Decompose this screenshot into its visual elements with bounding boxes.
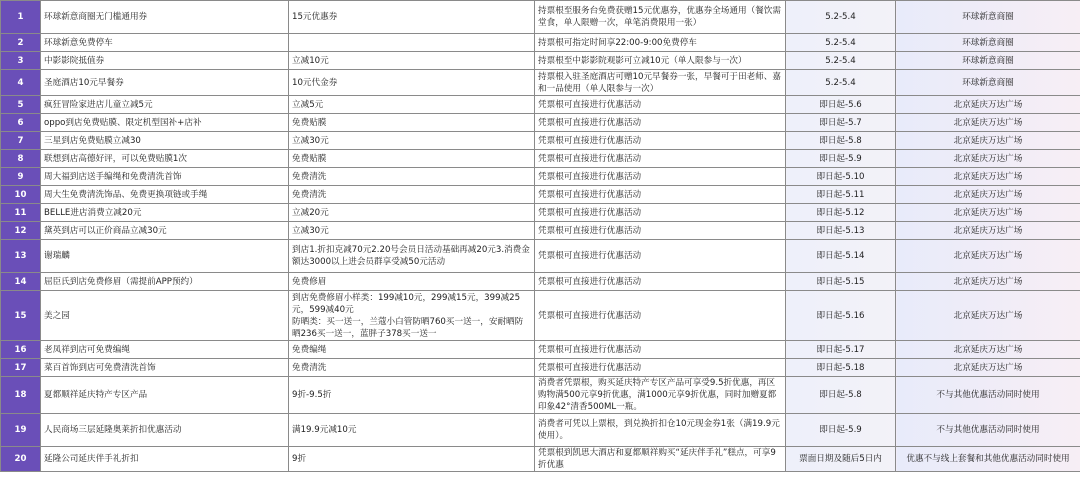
offer-location: 北京延庆万达广场 xyxy=(896,291,1080,341)
offer-location: 北京延庆万达广场 xyxy=(896,186,1080,204)
table-row xyxy=(1,240,1080,273)
offer-location: 北京延庆万达广场 xyxy=(896,114,1080,132)
row-number: 17 xyxy=(1,359,41,377)
offer-benefit: 10元代金券 xyxy=(289,70,535,96)
offer-rule: 凭票根可直接进行优惠活动 xyxy=(535,341,786,359)
offer-rule: 凭票根可直接进行优惠活动 xyxy=(535,114,786,132)
offer-name: 中影影院抵值券 xyxy=(41,52,289,70)
row-number: 19 xyxy=(1,414,41,447)
table-row xyxy=(1,204,1080,222)
row-number: 4 xyxy=(1,70,41,96)
offer-location: 北京延庆万达广场 xyxy=(896,222,1080,240)
offer-rule: 持票根至中影影院观影可立减10元（单人限参与一次） xyxy=(535,52,786,70)
offer-location: 环球新意商圈 xyxy=(896,1,1080,34)
table-row xyxy=(1,186,1080,204)
offer-date: 即日起-5.13 xyxy=(786,222,896,240)
row-number: 3 xyxy=(1,52,41,70)
offer-date: 即日起-5.12 xyxy=(786,204,896,222)
offer-date: 5.2-5.4 xyxy=(786,34,896,52)
row-number: 16 xyxy=(1,341,41,359)
offer-name: oppo到店免费贴膜、限定机型国补+店补 xyxy=(41,114,289,132)
offer-rule: 凭票根可直接进行优惠活动 xyxy=(535,240,786,273)
offer-rule: 凭票根可直接进行优惠活动 xyxy=(535,150,786,168)
offer-benefit: 15元优惠券 xyxy=(289,1,535,34)
offer-rule: 持票根至服务台免费获赠15元优惠券，优惠券全场通用（餐饮需堂食，单人限赠一次，单笔消费限用一张） xyxy=(535,1,786,34)
offer-rule: 凭票根可直接进行优惠活动 xyxy=(535,168,786,186)
offer-benefit: 到店免费修眉小样类：199减10元，299减15元，399减25元，599减40元 防晒类：买一送一，兰蔻小白管防晒760买一送一，安耐晒防晒236买一送一，蓝胖子378买一送一 xyxy=(289,291,535,341)
offer-date: 5.2-5.4 xyxy=(786,70,896,96)
row-number: 18 xyxy=(1,377,41,414)
offer-rule: 凭票根可直接进行优惠活动 xyxy=(535,291,786,341)
offer-name: 屈臣氏到店免费修眉（需提前APP预约） xyxy=(41,273,289,291)
offer-date: 即日起-5.6 xyxy=(786,96,896,114)
offer-benefit: 免费清洗 xyxy=(289,186,535,204)
offer-date: 即日起-5.8 xyxy=(786,377,896,414)
table-row xyxy=(1,132,1080,150)
offer-benefit: 9折-9.5折 xyxy=(289,377,535,414)
offer-benefit: 立减20元 xyxy=(289,204,535,222)
row-number: 7 xyxy=(1,132,41,150)
offer-location: 环球新意商圈 xyxy=(896,70,1080,96)
row-number: 10 xyxy=(1,186,41,204)
table-row xyxy=(1,34,1080,52)
row-number: 15 xyxy=(1,291,41,341)
offer-benefit: 免费编绳 xyxy=(289,341,535,359)
row-number: 1 xyxy=(1,1,41,34)
offer-benefit: 免费清洗 xyxy=(289,359,535,377)
offer-rule: 凭票根可直接进行优惠活动 xyxy=(535,359,786,377)
offer-location: 环球新意商圈 xyxy=(896,52,1080,70)
offer-benefit: 免费贴膜 xyxy=(289,150,535,168)
offer-benefit: 免费贴膜 xyxy=(289,114,535,132)
offer-benefit: 立减30元 xyxy=(289,222,535,240)
table-row xyxy=(1,359,1080,377)
offer-date: 即日起-5.10 xyxy=(786,168,896,186)
offer-date: 票面日期及随后5日内 xyxy=(786,447,896,472)
offer-name: 环球新意商圈无门槛通用券 xyxy=(41,1,289,34)
offer-benefit: 立减30元 xyxy=(289,132,535,150)
table-row xyxy=(1,377,1080,414)
offer-benefit: 9折 xyxy=(289,447,535,472)
offer-date: 即日起-5.15 xyxy=(786,273,896,291)
offer-name: 谢瑞麟 xyxy=(41,240,289,273)
offer-rule: 凭票根可直接进行优惠活动 xyxy=(535,96,786,114)
offer-rule: 消费者可凭以上票根，到兑换折扣仓10元现金券1张（满19.9元使用）。 xyxy=(535,414,786,447)
offer-location: 北京延庆万达广场 xyxy=(896,132,1080,150)
offer-location: 不与其他优惠活动同时使用 xyxy=(896,414,1080,447)
row-number: 6 xyxy=(1,114,41,132)
row-number: 11 xyxy=(1,204,41,222)
table-row xyxy=(1,414,1080,447)
offer-location: 北京延庆万达广场 xyxy=(896,150,1080,168)
offer-date: 即日起-5.11 xyxy=(786,186,896,204)
offer-rule: 凭票根可直接进行优惠活动 xyxy=(535,273,786,291)
table-row xyxy=(1,168,1080,186)
offer-benefit: 免费修眉 xyxy=(289,273,535,291)
offer-date: 即日起-5.9 xyxy=(786,414,896,447)
offer-rule: 凭票根可直接进行优惠活动 xyxy=(535,186,786,204)
offer-location: 优惠不与线上套餐和其他优惠活动同时使用 xyxy=(896,447,1080,472)
offer-location: 北京延庆万达广场 xyxy=(896,273,1080,291)
row-number: 2 xyxy=(1,34,41,52)
offer-rule: 凭票根可直接进行优惠活动 xyxy=(535,222,786,240)
table-row xyxy=(1,291,1080,341)
offer-name: 联想到店高德好评，可以免费贴膜1次 xyxy=(41,150,289,168)
offer-date: 即日起-5.8 xyxy=(786,132,896,150)
offer-name: 菜百首饰到店可免费清洗首饰 xyxy=(41,359,289,377)
offer-date: 即日起-5.14 xyxy=(786,240,896,273)
table-row xyxy=(1,447,1080,472)
row-number: 12 xyxy=(1,222,41,240)
offer-benefit: 免费清洗 xyxy=(289,168,535,186)
offer-rule: 持票根入驻圣庭酒店可赠10元早餐券一张，早餐可于田老师、嘉和一品使用（单人限参与一次） xyxy=(535,70,786,96)
table-row xyxy=(1,70,1080,96)
table-row xyxy=(1,1,1080,34)
offer-location: 北京延庆万达广场 xyxy=(896,204,1080,222)
table-row xyxy=(1,222,1080,240)
offer-benefit: 到店1.折扣克减70元2.20号会员日活动基础再减20元3.消费金额达3000以上进会员群享受减50元活动 xyxy=(289,240,535,273)
offer-rule: 凭票根到凯思大酒店和夏都顺祥购买“延庆伴手礼”糕点，可享9折优惠 xyxy=(535,447,786,472)
row-number: 8 xyxy=(1,150,41,168)
offer-date: 即日起-5.7 xyxy=(786,114,896,132)
offer-name: 三星到店免费贴膜立减30 xyxy=(41,132,289,150)
table-row xyxy=(1,52,1080,70)
table-row xyxy=(1,96,1080,114)
offer-location: 北京延庆万达广场 xyxy=(896,359,1080,377)
offer-location: 北京延庆万达广场 xyxy=(896,168,1080,186)
offer-name: 疯狂冒险家进店儿童立减5元 xyxy=(41,96,289,114)
offer-location: 北京延庆万达广场 xyxy=(896,96,1080,114)
row-number: 14 xyxy=(1,273,41,291)
offer-name: 延隆公司延庆伴手礼折扣 xyxy=(41,447,289,472)
offer-date: 即日起-5.9 xyxy=(786,150,896,168)
table-row xyxy=(1,114,1080,132)
offer-benefit: 立减5元 xyxy=(289,96,535,114)
offer-name: 环球新意免费停车 xyxy=(41,34,289,52)
offer-rule: 消费者凭票根，购买延庆特产专区产品可享受9.5折优惠，再区购物满500元享9折优惠，满1000元享9折优惠，同时加赠夏都印象42°清香500ML一瓶。 xyxy=(535,377,786,414)
table-row xyxy=(1,273,1080,291)
offer-location: 不与其他优惠活动同时使用 xyxy=(896,377,1080,414)
offer-name: 美之园 xyxy=(41,291,289,341)
table-row xyxy=(1,150,1080,168)
offer-date: 即日起-5.17 xyxy=(786,341,896,359)
offer-rule: 持票根可指定时间享22:00-9:00免费停车 xyxy=(535,34,786,52)
offer-name: 周大生免费清洗饰品、免费更换项链或手绳 xyxy=(41,186,289,204)
coupon-table-body xyxy=(1,1,1080,472)
offer-benefit xyxy=(289,34,535,52)
row-number: 5 xyxy=(1,96,41,114)
row-number: 13 xyxy=(1,240,41,273)
row-number: 20 xyxy=(1,447,41,472)
offer-name: BELLE进店消费立减20元 xyxy=(41,204,289,222)
offer-name: 人民商场三层延隆奥莱折扣优惠活动 xyxy=(41,414,289,447)
offer-name: 圣庭酒店10元早餐券 xyxy=(41,70,289,96)
offer-date: 即日起-5.18 xyxy=(786,359,896,377)
offer-location: 北京延庆万达广场 xyxy=(896,240,1080,273)
offer-name: 老凤祥到店可免费编绳 xyxy=(41,341,289,359)
offer-date: 5.2-5.4 xyxy=(786,1,896,34)
row-number: 9 xyxy=(1,168,41,186)
offer-location: 环球新意商圈 xyxy=(896,34,1080,52)
offer-location: 北京延庆万达广场 xyxy=(896,341,1080,359)
table-row xyxy=(1,341,1080,359)
offer-date: 即日起-5.16 xyxy=(786,291,896,341)
offer-name: 周大福到店送手编绳和免费清洗首饰 xyxy=(41,168,289,186)
offer-rule: 凭票根可直接进行优惠活动 xyxy=(535,204,786,222)
offer-name: 夏都顺祥延庆特产专区产品 xyxy=(41,377,289,414)
offer-benefit: 满19.9元减10元 xyxy=(289,414,535,447)
offer-rule: 凭票根可直接进行优惠活动 xyxy=(535,132,786,150)
offer-date: 5.2-5.4 xyxy=(786,52,896,70)
offer-name: 黛英到店可以正价商品立减30元 xyxy=(41,222,289,240)
offer-benefit: 立减10元 xyxy=(289,52,535,70)
